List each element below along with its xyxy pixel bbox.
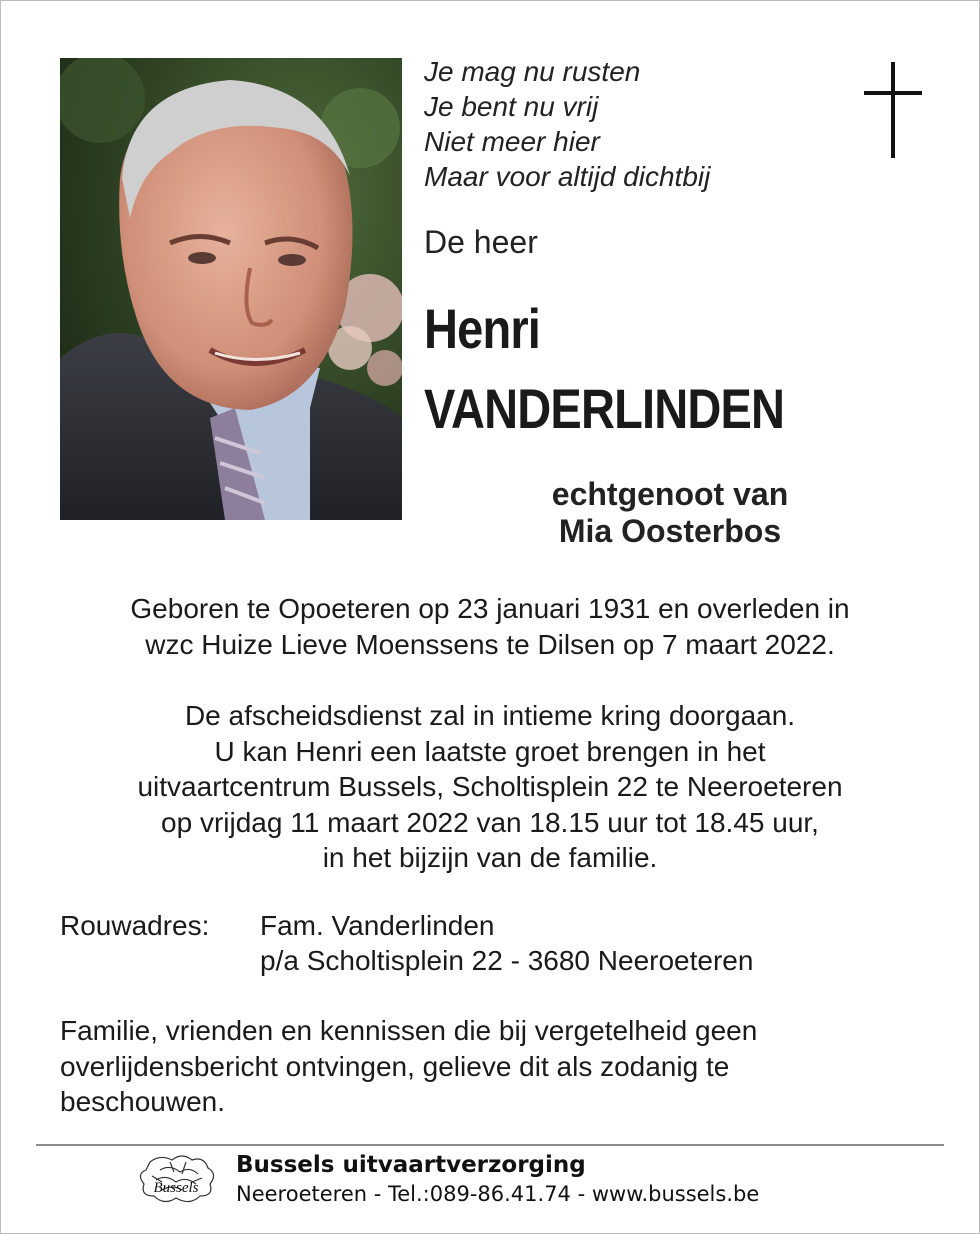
birth-line: wzc Huize Lieve Moenssens te Dilsen op 7 maart 2022. <box>145 628 835 660</box>
address-lines <box>260 908 753 978</box>
footer-divider <box>36 1144 944 1146</box>
birth-line: Geboren te Opoeteren op 23 januari 1931 en overleden in <box>130 593 850 624</box>
service-line: U kan Henri een laatste groet brengen in het <box>214 735 766 767</box>
poem <box>424 54 710 194</box>
company-name: Bussels uitvaartverzorging <box>236 1152 586 1178</box>
cross-icon <box>864 62 922 158</box>
service-line: op vrijdag 11 maart 2022 van 18.15 uur tot 18.45 uur, <box>161 806 819 838</box>
portrait-photo <box>60 58 402 520</box>
spouse-block <box>520 476 820 550</box>
address-line: Fam. Vanderlinden <box>260 910 495 941</box>
poem-line: Maar voor altijd dichtbij <box>424 161 711 192</box>
spouse-relation: echtgenoot van <box>551 476 789 512</box>
spouse-name: Mia Oosterbos <box>558 513 782 549</box>
notice-paragraph: Familie, vrienden en kennissen die bij vergetelheid geen overlijdensbericht ontvingen, gelieve dit als zodanig te beschouwen. <box>60 1015 758 1117</box>
poem-line: Niet meer hier <box>424 126 600 157</box>
service-line: De afscheidsdienst zal in intieme kring doorgaan. <box>184 700 796 731</box>
bussels-logo <box>130 1152 224 1208</box>
birth-death-paragraph <box>30 591 950 662</box>
address-line: p/a Scholtisplein 22 - 3680 Neeroeteren <box>260 945 754 976</box>
service-line: in het bijzijn van de familie. <box>322 842 658 873</box>
company-contact: Neeroeteren - Tel.:089-86.41.74 - www.bussels.be <box>236 1182 760 1206</box>
poem-line: Je bent nu vrij <box>424 91 599 122</box>
svg-text:Bussels: Bussels <box>153 1180 199 1196</box>
last-name: VANDERLINDEN <box>424 377 785 440</box>
honorific: De heer <box>424 224 538 260</box>
service-line: uitvaartcentrum Bussels, Scholtisplein 22 te Neeroeteren <box>137 771 843 802</box>
service-paragraph <box>30 698 950 876</box>
first-name: Henri <box>424 297 541 360</box>
poem-line: Je mag nu rusten <box>424 56 641 87</box>
address-label: Rouwadres: <box>60 910 210 941</box>
